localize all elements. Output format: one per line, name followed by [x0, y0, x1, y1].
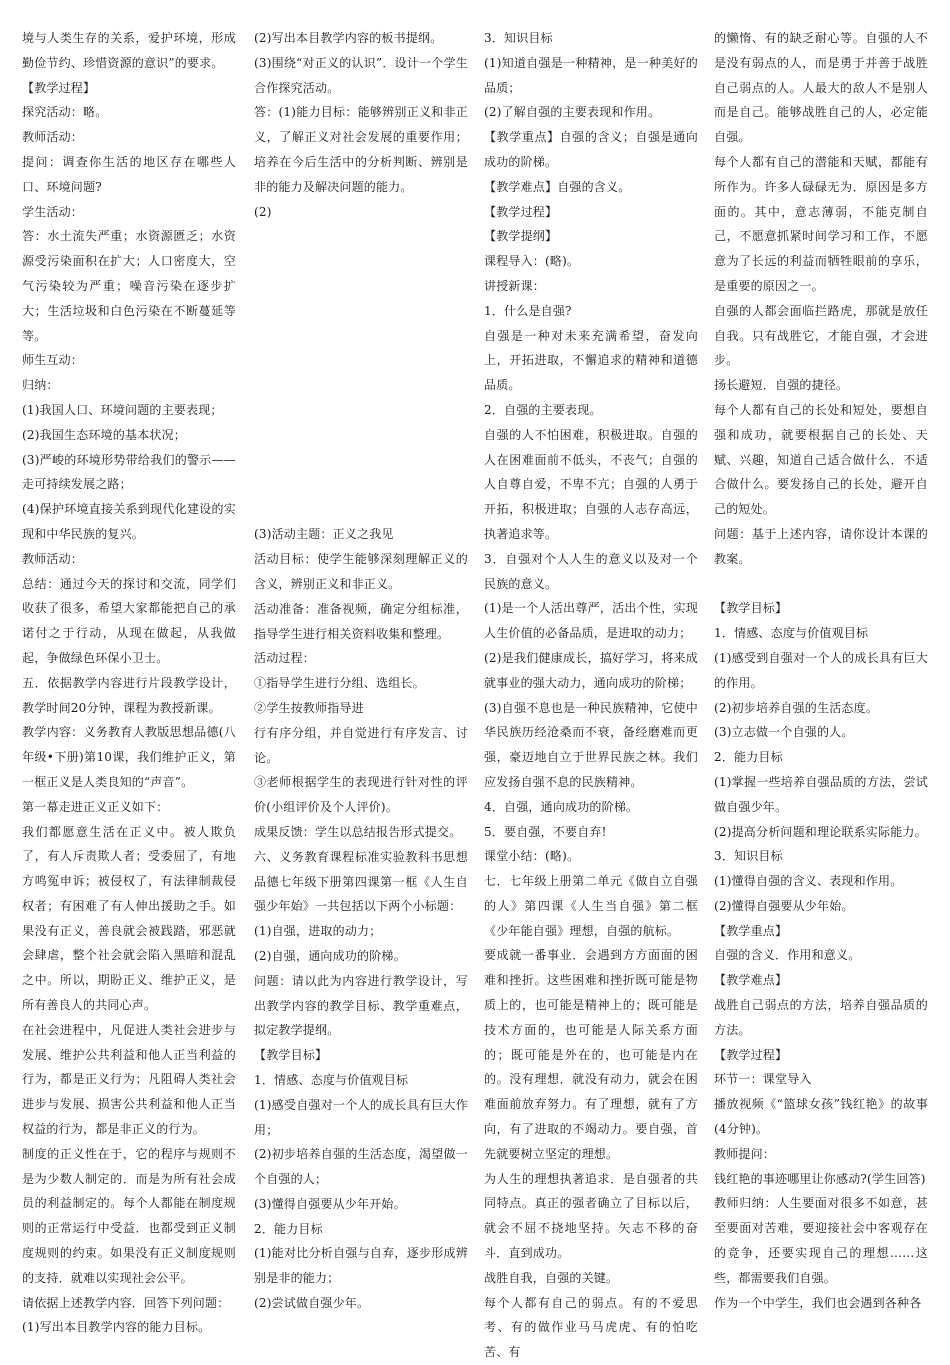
paragraph: (1)我国人口、环境问题的主要表现；: [22, 402, 223, 417]
text-column-3: [484, 26, 698, 1365]
paragraph: 探究活动：略。: [22, 105, 108, 120]
paragraph: (2)尝试做自强少年。: [254, 1296, 370, 1311]
paragraph: 4．自强，通向成功的阶梯。: [484, 799, 639, 814]
paragraph: 课程导入：(略)。: [484, 254, 580, 269]
paragraph: 【教学目标】: [254, 1048, 328, 1063]
paragraph: (2)初步培养自强的生活态度。: [714, 700, 878, 715]
paragraph: 每个人都有自己的潜能和天赋，都能有所作为。许多人碌碌无为．原因是多方面的。其中，意志薄弱，不能克制自己，不愿意抓紧时间学习和工作，不愿意为了长远的利益而牺牲眼前的享乐，是重要的原因之一。: [714, 154, 928, 293]
paragraph: ②学生按教师指导进: [254, 700, 364, 715]
paragraph: (1)写出本目教学内容的能力目标。: [22, 1320, 211, 1335]
paragraph: 为人生的理想执著追求．是自强者的共同特点。真正的强者确立了目标以后，就会不屈不挠地坚持。矢志不移的奋斗．直到成功。: [484, 1171, 698, 1261]
paragraph: 【教学过程】: [22, 80, 96, 95]
paragraph: 答：水土流失严重；水资源匮乏；水资源受污染面积在扩大；人口密度大，空气污染较为严重；噪音污染在逐步扩大；生活垃圾和白色污染在不断蔓延等等。: [22, 229, 236, 343]
paragraph: 五．依据教学内容进行片段教学设计，教学时间20分钟，课程为教授新课。: [22, 675, 236, 715]
paragraph: 课堂小结：(略)。: [484, 849, 580, 864]
paragraph: (2)提高分析问题和理论联系实际能力。: [714, 824, 927, 839]
paragraph: (1)是一个人活出尊严，活出个性，实现人生价值的必备品质，是进取的动力；: [484, 601, 698, 641]
paragraph: 问题：基于上述内容，请你设计本课的教案。: [714, 526, 928, 566]
paragraph: 自强是一种对未来充满希望，奋发向上，开拓进取，不懈追求的精神和道德品质。: [484, 328, 698, 393]
paragraph: ③老师根据学生的表现进行针对性的评价(小组评价及个人评价)。: [254, 775, 468, 815]
paragraph: 活动目标：使学生能够深刻理解正义的含义，辨别正义和非正义。: [254, 552, 468, 591]
paragraph: 七．七年级上册第二单元《做自立自强的人》第四课《人生当自强》第二框《少年能自强》理想，自强的航标。: [484, 874, 698, 938]
paragraph: (3)懂得自强要从少年开始。: [254, 1196, 406, 1211]
paragraph: 问题：请以此为内容进行教学设计，写出教学内容的教学目标、教学重难点，拟定教学提纲。: [254, 973, 468, 1038]
paragraph: 钱红艳的事迹哪里让你感动?(学生回答): [714, 1171, 926, 1186]
paragraph: 的懒惰、有的缺乏耐心等。自强的人不是没有弱点的人，而是勇于并善于战胜自己弱点的人。人最大的敌人不是别人而是自己。能够战胜自己的人，必定能自强。: [714, 31, 928, 145]
paragraph: (1)感受自强对一个人的成长具有巨大作用；: [254, 1097, 468, 1137]
text-column-2: [254, 26, 468, 1316]
text-column-4: [714, 26, 928, 1315]
paragraph: 【教学过程】: [714, 1047, 788, 1062]
paragraph: 活动过程：: [254, 651, 316, 666]
paragraph: 提问：调查你生活的地区存在哪些人口、环境问题?: [22, 154, 236, 194]
paragraph: 【教学提纲】: [484, 229, 558, 244]
paragraph: 自强的人都会面临拦路虎，那就是放任自我。只有战胜它，才能自强，才会进步。: [714, 303, 928, 368]
paragraph: 归纳：: [22, 378, 59, 393]
paragraph: ①指导学生进行分组、选组长。: [254, 676, 425, 691]
paragraph: 师生互动：: [22, 353, 84, 368]
paragraph: 行有序分组，并自觉进行有序发言、讨论。: [254, 725, 468, 765]
paragraph: 【教学目标】: [714, 601, 788, 616]
paragraph: 5．要自强，不要自弃!: [484, 824, 607, 839]
paragraph: 教师活动：: [22, 130, 84, 145]
paragraph: 制度的正义性在于，它的程序与规则不是为少数人制定的．而是为所有社会成员的利益制定的。每个人都能在制度规则的正常运行中受益．也都受到正义制度规则的约束。如果没有正义制度规则的支持．就难以实现社会公平。: [22, 1146, 236, 1285]
paragraph: (2)是我们健康成长，搞好学习，将来成就事业的强大动力，通向成功的阶梯；: [484, 650, 698, 690]
paragraph: (3)立志做一个自强的人。: [714, 725, 854, 740]
paragraph: (3)严峻的环境形势带给我们的警示——走可持续发展之路；: [22, 452, 236, 492]
paragraph: 扬长避短．自强的捷径。: [714, 378, 849, 393]
paragraph: 自强的人不怕困难，积极进取。自强的人在困难面前不低头，不丧气；自强的人自尊自爱，不卑不亢；自强的人勇于开拓，积极进取；自强的人志存高远，执著追求等。: [484, 427, 698, 541]
paragraph: 答：(1)能力目标：能够辨别正义和非正义，了解正义对社会发展的重要作用；培养在今后生活中的分析判断、辨别是非的能力及解决问题的能力。: [254, 105, 468, 194]
paragraph: (2)初步培养自强的生活态度，渴望做一个自强的人；: [254, 1147, 468, 1187]
paragraph: (2)写出本目教学内容的板书提纲。: [254, 31, 443, 45]
paragraph: (1)掌握一些培养自强品质的方法，尝试做自强少年。: [714, 774, 928, 814]
paragraph: 境与人类生存的关系，爱护环境，形成勤俭节约、珍惜资源的意识”的要求。: [22, 31, 236, 70]
paragraph: 六、义务教育课程标准实验教科书思想品德七年级下册第四课第一框《人生自强少年始》一共包括以下两个小标题：: [254, 849, 468, 914]
paragraph: 第一幕走进正义正义如下：: [22, 799, 169, 814]
paragraph: (1)能对比分析自强与自弃，逐步形成辨别是非的能力；: [254, 1246, 468, 1286]
paragraph: 要成就一番事业．会遇到方方面面的困难和挫折。这些困难和挫折既可能是物质上的，也可能是精神上的；既可能是技术方面的，也可能是人际关系方面的；既可能是外在的，也可能是内在的。没有理想．就没有动力，就会在困难面前放弃努力。有了理想，就有了方向，有了进取的不竭动力。要自强，首先就要树立坚定的理想。: [484, 948, 698, 1161]
paragraph: 教师归纳：人生要面对很多不如意，甚至要面对苦难，要迎接社会中客观存在的竞争，还要实现自己的理想……这些，都需要我们自强。: [714, 1196, 928, 1285]
paragraph: (2)了解自强的主要表现和作用。: [484, 105, 661, 120]
paragraph: 【教学难点】: [714, 973, 788, 988]
paragraph: 战胜自我，自强的关键。: [484, 1270, 619, 1285]
paragraph: (1)感受到自强对一个人的成长具有巨大的作用。: [714, 650, 928, 690]
paragraph: (3)活动主题：正义之我见: [254, 527, 394, 542]
paragraph: (3)围绕“对正义的认识”．设计一个学生合作探究活动。: [254, 55, 468, 95]
paragraph: 环节一：课堂导入: [714, 1072, 812, 1087]
paragraph: (4)保护环境直接关系到现代化建设的实现和中华民族的复兴。: [22, 502, 236, 541]
paragraph: 活动准备：准备视频，确定分组标准，指导学生进行相关资料收集和整理。: [254, 601, 468, 641]
paragraph: 3．知识目标: [484, 31, 553, 45]
paragraph: 总结：通过今天的探讨和交流，同学们收获了很多，希望大家都能把自己的承诺付之于行动，从现在做起，从我做起，争做绿色环保小卫士。: [22, 576, 236, 665]
paragraph: 【教学重点】自强的含义；自强是通向成功的阶梯。: [484, 130, 698, 169]
paragraph: 每个人都有自己的弱点。有的不爱思考、有的做作业马马虎虎、有的怕吃苦、有: [484, 1295, 698, 1360]
paragraph: (1)懂得自强的含义、表现和作用。: [714, 874, 903, 889]
paragraph: 1．情感、态度与价值观目标: [254, 1072, 409, 1087]
paragraph: 教学内容：义务教育人教版思想品德(八年级•下册)第10课，我们维护正义，第一框正义是人类良知的“声音”。: [22, 725, 236, 789]
paragraph: (2): [254, 204, 272, 219]
paragraph: 3．知识目标: [714, 849, 783, 864]
paragraph: 教师提问：: [714, 1146, 776, 1161]
paragraph: 2．自强的主要表现。: [484, 402, 602, 417]
paragraph: 成果反馈：学生以总结报告形式提交。: [254, 824, 462, 839]
paragraph: [714, 572, 928, 597]
paragraph: 1．情感、态度与价值观目标: [714, 626, 869, 641]
paragraph: 学生活动：: [22, 204, 84, 219]
paragraph: (2)自强，通向成功的阶梯。: [254, 948, 406, 963]
paragraph: (1)自强，进取的动力；: [254, 924, 382, 939]
paragraph: 教师活动：: [22, 551, 84, 566]
paragraph: (2)我国生态环境的基本状况；: [22, 427, 186, 442]
paragraph: 在社会进程中，凡促进人类社会进步与发展、维护公共利益和他人正当利益的行为，都是正义行为；凡阻碍人类社会进步与发展、损害公共利益和他人正当权益的行为，都是非正义的行为。: [22, 1022, 236, 1137]
paragraph: 我们都愿意生活在正义中。被人欺负了，有人斥责欺人者；受委屈了，有地方鸣冤申诉；被侵权了，有法律制裁侵权者；有困难了有人伸出援助之手。如果没有正义，善良就会被践踏，邪恶就会肆虐，整个社会就会陷入黑暗和混乱之中。所以，期盼正义、维护正义，是所有善良人的共同心声。: [22, 824, 236, 1013]
paragraph: 3．自强对个人人生的意义以及对一个民族的意义。: [484, 551, 698, 591]
paragraph: 播放视频《“篮球女孩”钱红艳》的故事(4分钟)。: [714, 1097, 928, 1137]
paragraph: 讲授新课：: [484, 278, 546, 293]
paragraph: 请依据上述教学内容．回答下列问题：: [22, 1295, 230, 1310]
paragraph: 战胜自己弱点的方法，培养自强品质的方法。: [714, 998, 928, 1037]
paragraph: 【教学难点】自强的含义。: [484, 179, 631, 194]
paragraph: 1．什么是自强?: [484, 303, 572, 318]
paragraph: 自强的含义．作用和意义。: [714, 948, 861, 963]
paragraph: (3)自强不息也是一种民族精神，它使中华民族历经沧桑而不衰，备经磨难而更强，豪迈地自立于世界民族之林。我们应发扬自强不息的民族精神。: [484, 700, 698, 789]
text-column-1: [22, 26, 236, 1340]
paragraph: 2．能力目标: [714, 750, 783, 765]
paragraph: 【教学过程】: [484, 204, 558, 219]
paragraph: (2)懂得自强要从少年始。: [714, 898, 854, 913]
paragraph: (1)知道自强是一种精神，是一种美好的品质；: [484, 55, 698, 95]
paragraph: 每个人都有自己的长处和短处，要想自强和成功，就要根据自己的长处、天赋、兴趣，知道自己适合做什么．不适合做什么。要发扬自己的长处，避开自己的短处。: [714, 402, 928, 517]
paragraph: 【教学重点】: [714, 923, 788, 938]
paragraph: 作为一个中学生，我们也会遇到各种各: [714, 1295, 922, 1310]
paragraph: 2．能力目标: [254, 1221, 323, 1236]
